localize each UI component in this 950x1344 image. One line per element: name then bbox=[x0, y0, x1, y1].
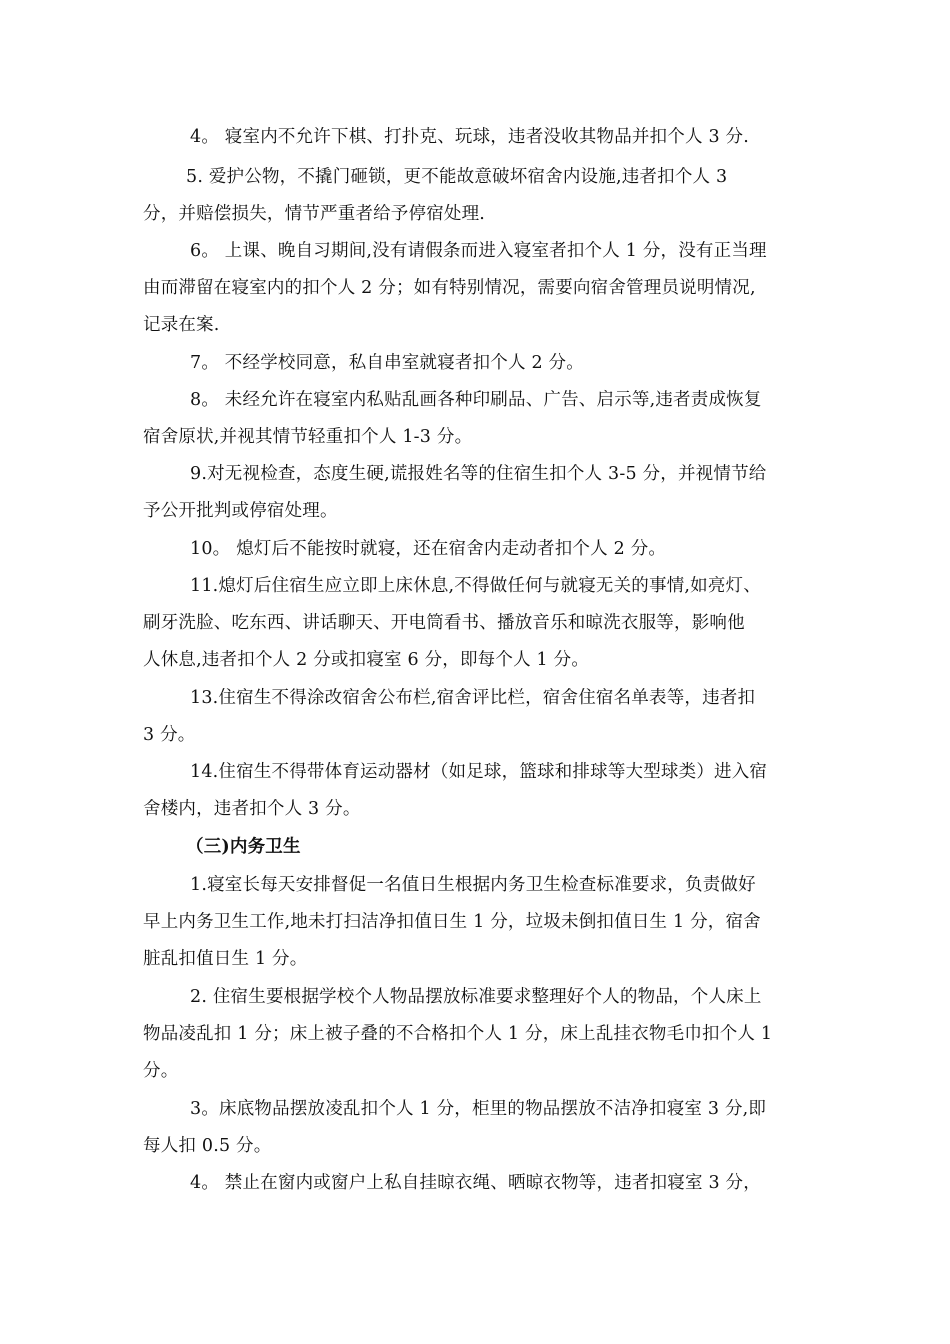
rule-5-line-2: 分，并赔偿损失，情节严重者给予停宿处理. bbox=[143, 204, 486, 224]
rule-13-line-1: 13.住宿生不得涂改宿舍公布栏,宿舍评比栏，宿舍住宿名单表等，违者扣 bbox=[190, 688, 756, 708]
hygiene-rule-1-line-1: 1.寝室长每天安排督促一名值日生根据内务卫生检查标准要求，负责做好 bbox=[190, 875, 756, 895]
rule-11-line-1: 11.熄灯后住宿生应立即上床休息,不得做任何与就寝无关的事情,如亮灯、 bbox=[190, 576, 761, 596]
hygiene-rule-2-line-1: 2. 住宿生要根据学校个人物品摆放标准要求整理好个人的物品，个人床上 bbox=[190, 987, 762, 1007]
hygiene-rule-1-line-2: 早上内务卫生工作,地未打扫洁净扣值日生 1 分，垃圾未倒扣值日生 1 分，宿舍 bbox=[143, 912, 761, 932]
rule-6-line-1: 6。 上课、晚自习期间,没有请假条而进入寝室者扣个人 1 分，没有正当理 bbox=[190, 241, 767, 261]
hygiene-rule-3-line-1: 3。床底物品摆放凌乱扣个人 1 分，柜里的物品摆放不洁净扣寝室 3 分,即 bbox=[190, 1099, 767, 1119]
hygiene-rule-3-line-2: 每人扣 0.5 分。 bbox=[143, 1136, 272, 1156]
rule-11-line-3: 人休息,违者扣个人 2 分或扣寝室 6 分，即每个人 1 分。 bbox=[143, 650, 590, 670]
rule-14-line-2: 舍楼内，违者扣个人 3 分。 bbox=[143, 799, 361, 819]
section-heading-housekeeping: （三)内务卫生 bbox=[186, 837, 301, 857]
rule-6-line-3: 记录在案. bbox=[143, 315, 220, 335]
rule-14-line-1: 14.住宿生不得带体育运动器材（如足球，篮球和排球等大型球类）进入宿 bbox=[190, 762, 768, 782]
rule-4-line-1: 4。 寝室内不允许下棋、打扑克、玩球，违者没收其物品并扣个人 3 分. bbox=[190, 127, 750, 147]
rule-13-line-2: 3 分。 bbox=[143, 725, 196, 745]
rule-10-line-1: 10。 熄灯后不能按时就寝，还在宿舍内走动者扣个人 2 分。 bbox=[190, 539, 667, 559]
hygiene-rule-4-line-1: 4。 禁止在窗内或窗户上私自挂晾衣绳、晒晾衣物等，违者扣寝室 3 分， bbox=[190, 1173, 761, 1193]
rule-5-line-1: 5. 爱护公物，不撬门砸锁，更不能故意破坏宿舍内设施,违者扣个人 3 bbox=[186, 167, 728, 187]
rule-9-line-2: 予公开批判或停宿处理。 bbox=[143, 501, 338, 521]
rule-8-line-1: 8。 未经允许在寝室内私贴乱画各种印刷品、广告、启示等,违者责成恢复 bbox=[190, 390, 762, 410]
rule-6-line-2: 由而滞留在寝室内的扣个人 2 分；如有特别情况，需要向宿舍管理员说明情况, bbox=[143, 278, 756, 298]
rule-11-line-2: 刷牙洗脸、吃东西、讲话聊天、开电筒看书、播放音乐和晾洗衣服等，影响他 bbox=[143, 613, 745, 633]
hygiene-rule-1-line-3: 脏乱扣值日生 1 分。 bbox=[143, 949, 308, 969]
hygiene-rule-2-line-3: 分。 bbox=[143, 1061, 179, 1081]
rule-7-line-1: 7。 不经学校同意，私自串室就寝者扣个人 2 分。 bbox=[190, 353, 584, 373]
rule-8-line-2: 宿舍原状,并视其情节轻重扣个人 1-3 分。 bbox=[143, 427, 473, 447]
rule-9-line-1: 9.对无视检查，态度生硬,谎报姓名等的住宿生扣个人 3-5 分，并视情节给 bbox=[190, 464, 767, 484]
hygiene-rule-2-line-2: 物品凌乱扣 1 分；床上被子叠的不合格扣个人 1 分，床上乱挂衣物毛巾扣个人 1 bbox=[143, 1024, 773, 1044]
